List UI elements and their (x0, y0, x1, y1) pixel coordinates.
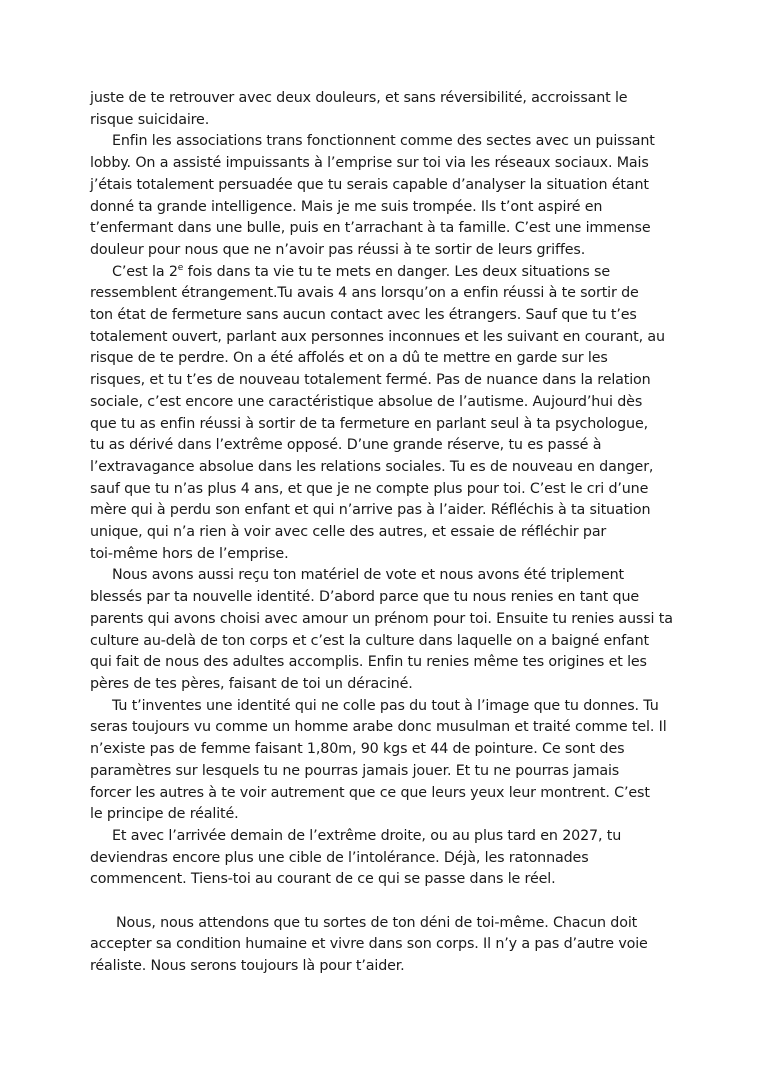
text-line: deviendras encore plus une cible de l’intolérance. Déjà, les ratonnades (90, 849, 589, 866)
letter-body (90, 88, 690, 978)
text-line: paramètres sur lesquels tu ne pourras jamais jouer. Et tu ne pourras jamais (90, 762, 620, 779)
text-line: n’existe pas de femme faisant 1,80m, 90 kgs et 44 de pointure. Ce sont des (90, 741, 625, 758)
text-line: Enfin les associations trans fonctionnent comme des sectes avec un puissant (112, 133, 655, 150)
text-line: ton état de fermeture sans aucun contact avec les étrangers. Sauf que tu t’es (90, 307, 637, 324)
text-line: le principe de réalité. (90, 806, 239, 823)
blank-line (90, 891, 690, 913)
text-line: sociale, c’est encore une caractéristique absolue de l’autisme. Aujourd’hui dès (90, 393, 643, 410)
text-line: Nous, nous attendons que tu sortes de ton déni de toi-même. Chacun doit (116, 914, 638, 931)
paragraph-closing (90, 913, 690, 978)
ordinal-superscript: e (177, 262, 184, 273)
text-line: commencent. Tiens-toi au courant de ce qui se passe dans le réel. (90, 871, 556, 888)
paragraph-identity (90, 696, 690, 826)
text-line: réaliste. Nous serons toujours là pour t’aider. (90, 958, 405, 975)
text-line: qui fait de nous des adultes accomplis. Enfin tu renies même tes origines et les (90, 654, 647, 671)
text-line: t’enfermant dans une bulle, puis en t’arrachant à ta famille. C’est une immense (90, 220, 651, 237)
text-line: donné ta grande intelligence. Mais je me suis trompée. Ils t’ont aspiré en (90, 198, 603, 215)
text-line: accepter sa condition humaine et vivre dans son corps. Il n’y a pas d’autre voie (90, 936, 648, 953)
text-line: juste de te retrouver avec deux douleurs, et sans réversibilité, accroissant le (90, 90, 628, 106)
text-line: pères de tes pères, faisant de toi un déraciné. (90, 675, 413, 692)
text-fragment: fois dans ta vie tu te mets en danger. Les deux situations se (183, 263, 610, 280)
text-line: l’extravagance absolue dans les relations sociales. Tu es de nouveau en danger, (90, 458, 654, 475)
paragraph-danger (90, 262, 690, 566)
text-fragment: C’est la 2 (112, 263, 178, 280)
text-line: totalement ouvert, parlant aux personnes inconnues et les suivant en courant, au (90, 328, 665, 345)
text-line: risque de te perdre. On a été affolés et on a dû te mettre en garde sur les (90, 350, 608, 367)
text-line: seras toujours vu comme un homme arabe donc musulman et traité comme tel. Il (90, 719, 667, 736)
text-line: risques, et tu t’es de nouveau totalement fermé. Pas de nuance dans la relation (90, 372, 651, 389)
paragraph-politics (90, 826, 690, 891)
text-line: douleur pour nous que ne n’avoir pas réussi à te sortir de leurs griffes. (90, 241, 586, 258)
text-line: mère qui à perdu son enfant et qui n’arrive pas à l’aider. Réfléchis à ta situation (90, 502, 651, 519)
text-line: j’étais totalement persuadée que tu serais capable d’analyser la situation étant (90, 176, 649, 193)
text-line: tu as dérivé dans l’extrême opposé. D’une grande réserve, tu es passé à (90, 437, 602, 454)
text-line: toi-même hors de l’emprise. (90, 545, 289, 562)
text-line: parents qui avons choisi avec amour un prénom pour toi. Ensuite tu renies aussi ta (90, 610, 673, 627)
text-line: Nous avons aussi reçu ton matériel de vote et nous avons été triplement (112, 567, 624, 584)
text-line: blessés par ta nouvelle identité. D’abord parce que tu nous renies en tant que (90, 589, 640, 606)
text-line: unique, qui n’a rien à voir avec celle des autres, et essaie de réfléchir par (90, 524, 607, 541)
text-line: Et avec l’arrivée demain de l’extrême droite, ou au plus tard en 2027, tu (112, 827, 622, 844)
text-line: culture au-delà de ton corps et c’est la culture dans laquelle on a baigné enfant (90, 632, 649, 649)
paragraph-associations (90, 131, 690, 261)
text-line (90, 262, 690, 284)
text-line: Tu t’inventes une identité qui ne colle pas du tout à l’image que tu donnes. Tu (112, 697, 659, 714)
text-line: lobby. On a assisté impuissants à l’emprise sur toi via les réseaux sociaux. Mais (90, 155, 649, 172)
text-line: risque suicidaire. (90, 111, 210, 128)
text-line: sauf que tu n’as plus 4 ans, et que je ne compte plus pour toi. C’est le cri d’une (90, 480, 649, 497)
text-line: ressemblent étrangement.Tu avais 4 ans lorsqu’on a enfin réussi à te sortir de (90, 285, 639, 302)
text-line: que tu as enfin réussi à sortir de ta fermeture en parlant seul à ta psychologue, (90, 415, 649, 432)
paragraph-continuation (90, 88, 690, 131)
paragraph-vote (90, 565, 690, 695)
text-line: forcer les autres à te voir autrement que ce que leurs yeux leur montrent. C’est (90, 784, 650, 801)
